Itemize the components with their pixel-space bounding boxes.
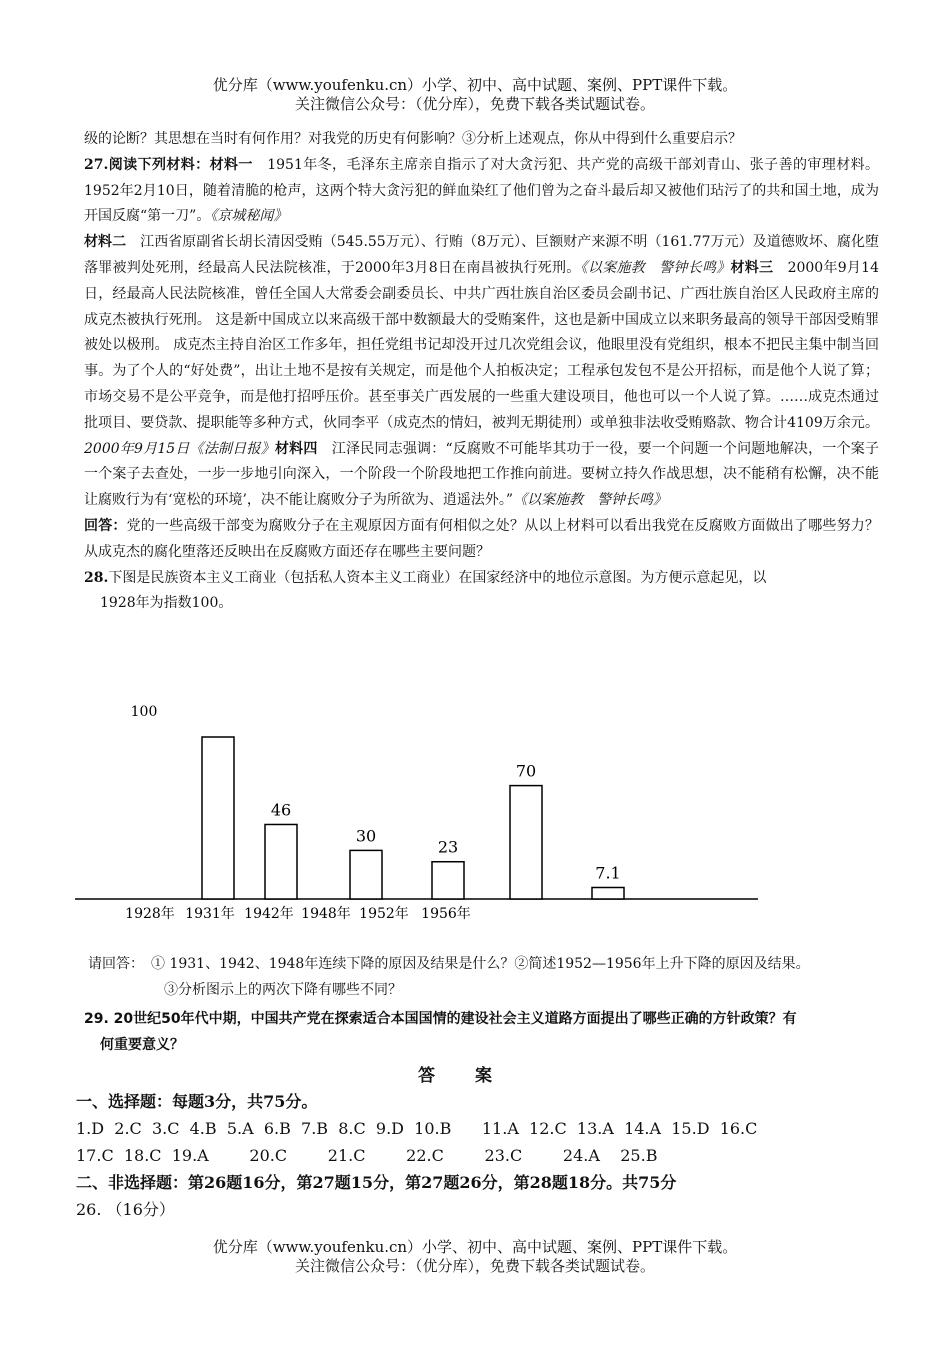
header-line-1: 优分库（www.youfenku.cn）小学、初中、高中试题、案例、PPT课件下载。: [212, 76, 738, 94]
q27-number: 27.: [84, 156, 109, 173]
q27-answer-text: 党的一些高级干部变为腐败分子在主观原因方面有何相似之处？从以上材料可以看出我党在反腐败方面做出了哪些努力？从成克杰的腐化堕落还反映出在反腐败方面还存在哪些主要问题？: [84, 517, 880, 560]
q29-line-1: [84, 1006, 884, 1032]
footer-line-1: 优分库（www.youfenku.cn）小学、初中、高中试题、案例、PPT课件下载。: [212, 1238, 738, 1256]
category-label-1931年: 1931年: [185, 906, 235, 922]
category-label-1948年: 1948年: [301, 906, 351, 922]
data-label-1942年: 30: [355, 826, 377, 846]
question-body: [84, 127, 879, 617]
q28-number: 28.: [84, 569, 109, 586]
data-label-1948年: 23: [437, 837, 459, 857]
q28-prompt-line-2: ③分析图示上的两次下降有哪些不同？: [164, 982, 402, 998]
header-line-2: 关注微信公众号：（优分库），免费下载各类试题试卷。: [294, 95, 655, 113]
answers-row-1: 1.D 2.C 3.C 4.B 5.A 6.B 7.B 8.C 9.D 10.B 11.A 12.C 13.A 14.A 15.D 16.C: [76, 1119, 758, 1138]
q29: [84, 1006, 884, 1058]
q27-m3-label: 材料三: [730, 259, 774, 276]
bar-1952年: [510, 786, 542, 899]
data-label-1931年: 46: [270, 800, 292, 820]
q27-m3-source: 2000年9月15日《法制日报》: [84, 440, 275, 457]
data-label-1956年: 7.1: [595, 863, 621, 883]
q27-m4-label: 材料四: [274, 440, 318, 457]
bar-1928年: [202, 737, 234, 899]
category-label-1952年: 1952年: [359, 906, 409, 922]
page-footer: [0, 1238, 950, 1276]
q27-m2-paragraph: [84, 230, 879, 514]
q27-m4-source: 《以案施教 警钟长鸣》: [513, 492, 668, 509]
q28-prompt-line-1: 请回答： ① 1931、1942、1948年连续下降的原因及结果是什么？②简述1952—1956年上升下降的原因及结果。: [88, 956, 810, 972]
bar-1942年: [350, 850, 382, 899]
category-label-1942年: 1942年: [244, 906, 294, 922]
q27-m1-label: 材料一: [209, 156, 253, 173]
q27-m2-text: 江西省原副省长胡长清因受贿（545.55万元）、行贿（8万元）、巨额财产来源不明（161.77万元）及道德败坏、腐化堕落罪被判处死刑，经最高人民法院核准，于2000年3月8日在南昌被执行死刑。: [84, 234, 879, 276]
q29-text: 20世纪50年代中期，中国共产党在探索适合本国国情的建设社会主义道路方面提出了哪些正确的方针政策？有: [108, 1011, 797, 1027]
answers-section: [76, 1088, 896, 1223]
q27-answer-label: 回答：: [84, 517, 127, 534]
bar-1956年: [592, 887, 624, 899]
q27-m1-source: 《京城秘闻》: [210, 208, 288, 225]
answers-section-1-heading: 一、选择题：每题3分，共75分。: [76, 1092, 318, 1111]
data-label-1952年: 70: [515, 761, 537, 781]
footer-line-2: 关注微信公众号：（优分库），免费下载各类试题试卷。: [294, 1257, 655, 1275]
q27-m1-text: 1951年冬，毛泽东主席亲自指示了对大贪污犯、共产党的高级干部刘青山、张子善的审理材料。1952年2月10日，随着清脆的枪声，这两个特大贪污犯的鲜血染红了他们曾为之奋斗最后却又被他们玷污了的共和国土地，成为开国反腐“第一刀”。: [84, 156, 879, 225]
q29-line-2: 何重要意义？: [100, 1037, 184, 1053]
q27-answer-prompt: [84, 514, 879, 566]
q27-m2-source: 《以案施教 警钟长鸣》: [580, 259, 731, 276]
answers-section-2-heading: 二、非选择题：第26题16分，第27题15分，第27题26分，第28题18分。共75分: [76, 1173, 677, 1192]
answers-row-2: 17.C 18.C 19.A 20.C 21.C 22.C 23.C 24.A 25.B: [76, 1146, 658, 1165]
q29-number: 29.: [84, 1011, 109, 1027]
data-label-1928年: 100: [130, 704, 158, 720]
q27-m3-text: 2000年9月14日，经最高人民法院核准，曾任全国人大常委会副委员长、中共广西壮族自治区委员会副书记、广西壮族自治区人民政府主席的成克杰被执行死刑。 这是新中国成立以来高级干部中数额最大的受贿案件，这也是新中国成立以来职务最高的领导干部因受贿罪被处以极刑。 成克杰主持自治区工作多年，担任党组书记却没开过几次党组会议，他眼里没有党组织，根本不把民主集中制当回事。为了个人的“好处费”，出让土地不是按有关规定，而是他个人拍板决定；工程承包发包不是公开招标，而是他个人说了算；市场交易不是公平竞争，而是他打招呼压价。甚至事关广西发展的一些重大建设项目，他也可以一个人说了算。……成克杰通过批项目、要贷款、提职能等多种方式，伙同李平（成克杰的情妇，被判无期徒刑）或单独非法收受贿赂款、物合计4109万余元。: [84, 259, 880, 431]
category-label-1928年: 1928年: [125, 906, 175, 922]
answers-title: 答案: [418, 1066, 532, 1086]
q28-intro-line-2: 1928年为指数100。: [100, 595, 233, 612]
q28-intro: [84, 566, 879, 592]
category-label-1956年: 1956年: [421, 906, 471, 922]
q27-m4-text: 江泽民同志强调：“反腐败不可能毕其功于一役，要一个问题一个问题地解决，一个案子一个案子去查处，一步一步地引向深入，一个阶段一个阶段地把工作推向前进。要树立持久作战思想，决不能稍有松懈，决不能让腐败行为有‘宽松的环境’，决不能让腐败分子为所欲为、逍遥法外。”: [84, 440, 879, 509]
q28-prompt: [88, 951, 888, 1003]
q27-paragraph: [84, 153, 879, 230]
q27-intro: 阅读下列材料：: [108, 156, 210, 173]
page-header: [0, 76, 950, 114]
answers-q26: 26. （16分）: [76, 1200, 175, 1219]
q27-m2-label: 材料二: [84, 234, 127, 251]
capital-index-bar-chart: [70, 700, 770, 930]
bar-1948年: [432, 862, 464, 899]
bar-1931年: [265, 824, 297, 899]
q26-tail: 级的论断？其思想在当时有何作用？对我党的历史有何影响？③分析上述观点，你从中得到什么重要启示？: [84, 131, 742, 147]
q28-intro-text: 下图是民族资本主义工商业（包括私人资本主义工商业）在国家经济中的地位示意图。为方便示意起见，以: [108, 569, 767, 586]
